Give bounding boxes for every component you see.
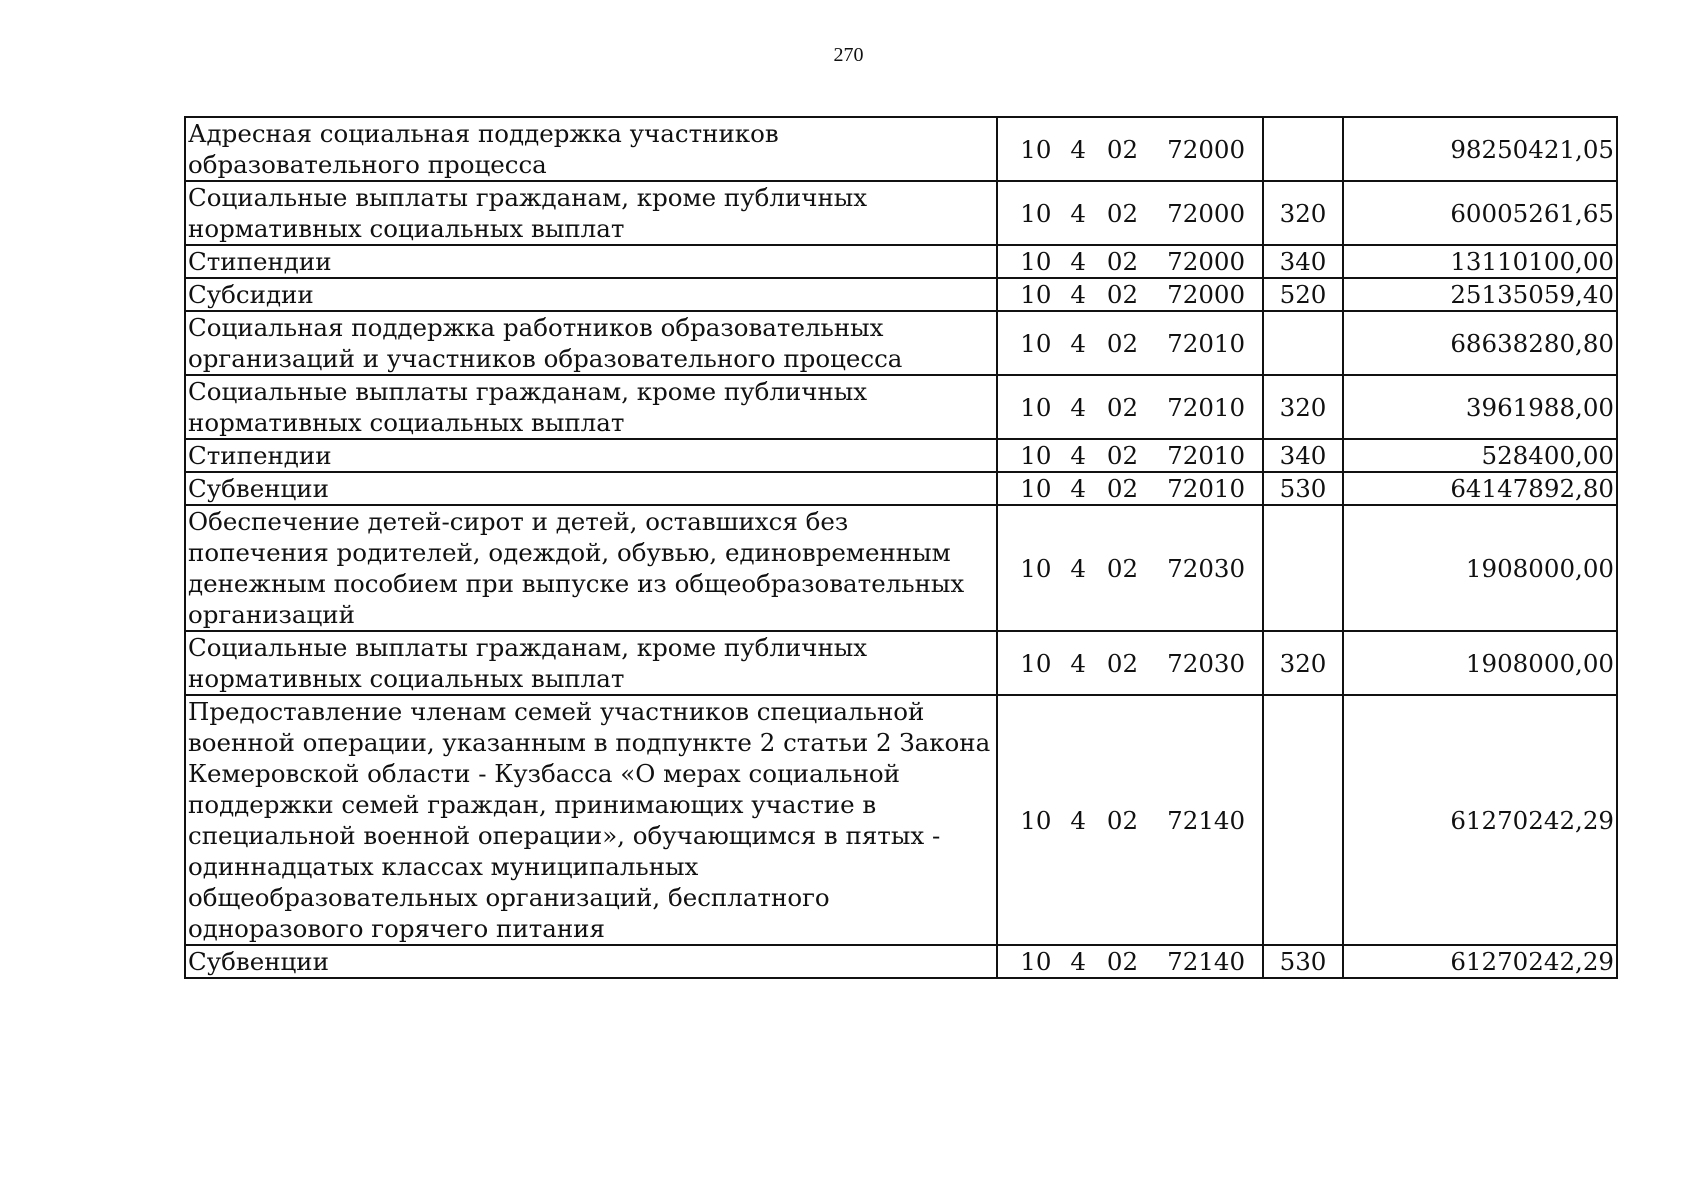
- subsection-code: 4: [1070, 134, 1086, 164]
- row-name-cell: Стипендии: [185, 439, 997, 472]
- row-name-cell: Субвенции: [185, 472, 997, 505]
- article-code: 72000: [1167, 280, 1246, 309]
- code-group: [1000, 279, 1260, 310]
- row-codes-cell: [997, 245, 1263, 278]
- program-group-code: 02: [1106, 474, 1139, 503]
- program-group-code: 02: [1106, 247, 1139, 276]
- code-group: [1000, 946, 1260, 977]
- amount-cell: 25135059,40: [1343, 278, 1617, 311]
- row-codes-cell: [997, 695, 1263, 945]
- section-code: 10: [1020, 328, 1052, 358]
- article-code: 72000: [1167, 134, 1246, 164]
- subsection-code: 4: [1070, 198, 1086, 228]
- row-name-cell: Социальная поддержка работников образовательных организаций и участников образовательного процесса: [185, 311, 997, 375]
- expense-type-code: 320: [1263, 181, 1343, 245]
- code-group: [1000, 473, 1260, 504]
- row-codes-cell: [997, 278, 1263, 311]
- budget-table: [184, 116, 1618, 979]
- article-code: 72010: [1167, 328, 1246, 358]
- table-row: [185, 472, 1617, 505]
- row-codes-cell: [997, 631, 1263, 695]
- row-codes-cell: [997, 311, 1263, 375]
- expense-type-code: [1263, 117, 1343, 181]
- article-code: 72000: [1167, 247, 1246, 276]
- amount-cell: 1908000,00: [1343, 631, 1617, 695]
- code-group: [1000, 440, 1260, 471]
- row-name-cell: Субсидии: [185, 278, 997, 311]
- subsection-code: 4: [1070, 947, 1086, 976]
- section-code: 10: [1020, 553, 1052, 583]
- subsection-code: 4: [1070, 280, 1086, 309]
- program-group-code: 02: [1106, 392, 1139, 422]
- section-code: 10: [1020, 247, 1052, 276]
- table-row: [185, 375, 1617, 439]
- article-code: 72030: [1167, 648, 1246, 678]
- subsection-code: 4: [1070, 441, 1086, 470]
- section-code: 10: [1020, 474, 1052, 503]
- table-row: [185, 117, 1617, 181]
- section-code: 10: [1020, 805, 1052, 835]
- program-group-code: 02: [1106, 648, 1139, 678]
- article-code: 72140: [1167, 805, 1246, 835]
- section-code: 10: [1020, 198, 1052, 228]
- amount-cell: 64147892,80: [1343, 472, 1617, 505]
- article-code: 72010: [1167, 474, 1246, 503]
- row-name-cell: Обеспечение детей-сирот и детей, оставшихся без попечения родителей, одеждой, обувью, единовременным денежным пособием при выпуске из общеобразовательных организаций: [185, 505, 997, 631]
- table-row: [185, 439, 1617, 472]
- expense-type-code: 520: [1263, 278, 1343, 311]
- page-number: 270: [833, 44, 864, 66]
- program-group-code: 02: [1106, 441, 1139, 470]
- expense-type-code: 320: [1263, 631, 1343, 695]
- row-codes-cell: [997, 117, 1263, 181]
- article-code: 72030: [1167, 553, 1246, 583]
- section-code: 10: [1020, 392, 1052, 422]
- expense-type-code: 340: [1263, 245, 1343, 278]
- row-codes-cell: [997, 472, 1263, 505]
- amount-cell: 61270242,29: [1343, 695, 1617, 945]
- subsection-code: 4: [1070, 328, 1086, 358]
- program-group-code: 02: [1106, 805, 1139, 835]
- row-codes-cell: [997, 181, 1263, 245]
- code-group: [1000, 134, 1260, 165]
- amount-cell: 13110100,00: [1343, 245, 1617, 278]
- subsection-code: 4: [1070, 553, 1086, 583]
- table-row: [185, 631, 1617, 695]
- table-row: [185, 245, 1617, 278]
- expense-type-code: [1263, 311, 1343, 375]
- row-codes-cell: [997, 439, 1263, 472]
- program-group-code: 02: [1106, 328, 1139, 358]
- expense-type-code: 530: [1263, 472, 1343, 505]
- amount-cell: 61270242,29: [1343, 945, 1617, 978]
- code-group: [1000, 328, 1260, 359]
- subsection-code: 4: [1070, 648, 1086, 678]
- subsection-code: 4: [1070, 247, 1086, 276]
- table-row: [185, 945, 1617, 978]
- article-code: 72000: [1167, 198, 1246, 228]
- expense-type-code: [1263, 505, 1343, 631]
- article-code: 72140: [1167, 947, 1246, 976]
- row-name-cell: Субвенции: [185, 945, 997, 978]
- code-group: [1000, 392, 1260, 423]
- article-code: 72010: [1167, 392, 1246, 422]
- amount-cell: 68638280,80: [1343, 311, 1617, 375]
- program-group-code: 02: [1106, 553, 1139, 583]
- amount-cell: 528400,00: [1343, 439, 1617, 472]
- row-name-cell: Социальные выплаты гражданам, кроме публичных нормативных социальных выплат: [185, 631, 997, 695]
- subsection-code: 4: [1070, 392, 1086, 422]
- section-code: 10: [1020, 134, 1052, 164]
- budget-table-body: [185, 117, 1617, 978]
- row-codes-cell: [997, 505, 1263, 631]
- article-code: 72010: [1167, 441, 1246, 470]
- subsection-code: 4: [1070, 805, 1086, 835]
- program-group-code: 02: [1106, 280, 1139, 309]
- subsection-code: 4: [1070, 474, 1086, 503]
- expense-type-code: 320: [1263, 375, 1343, 439]
- table-row: [185, 278, 1617, 311]
- row-name-cell: Социальные выплаты гражданам, кроме публичных нормативных социальных выплат: [185, 375, 997, 439]
- row-codes-cell: [997, 375, 1263, 439]
- section-code: 10: [1020, 441, 1052, 470]
- row-name-cell: Стипендии: [185, 245, 997, 278]
- table-row: [185, 505, 1617, 631]
- amount-cell: 98250421,05: [1343, 117, 1617, 181]
- row-name-cell: Социальные выплаты гражданам, кроме публичных нормативных социальных выплат: [185, 181, 997, 245]
- program-group-code: 02: [1106, 134, 1139, 164]
- program-group-code: 02: [1106, 198, 1139, 228]
- table-row: [185, 695, 1617, 945]
- amount-cell: 1908000,00: [1343, 505, 1617, 631]
- amount-cell: 60005261,65: [1343, 181, 1617, 245]
- row-name-cell: Адресная социальная поддержка участников образовательного процесса: [185, 117, 997, 181]
- code-group: [1000, 553, 1260, 584]
- program-group-code: 02: [1106, 947, 1139, 976]
- expense-type-code: 530: [1263, 945, 1343, 978]
- row-codes-cell: [997, 945, 1263, 978]
- table-row: [185, 311, 1617, 375]
- table-row: [185, 181, 1617, 245]
- code-group: [1000, 198, 1260, 229]
- code-group: [1000, 246, 1260, 277]
- section-code: 10: [1020, 280, 1052, 309]
- amount-cell: 3961988,00: [1343, 375, 1617, 439]
- row-name-cell: Предоставление членам семей участников специальной военной операции, указанным в подпункте 2 статьи 2 Закона Кемеровской области - Кузбасса «О мерах социальной поддержки семей граждан, принимающих участие в специальной военной операции», обучающимся в пятых - одиннадцатых классах муниципальных общеобразовательных организаций, бесплатного одноразового горячего питания: [185, 695, 997, 945]
- section-code: 10: [1020, 947, 1052, 976]
- section-code: 10: [1020, 648, 1052, 678]
- code-group: [1000, 805, 1260, 836]
- expense-type-code: 340: [1263, 439, 1343, 472]
- code-group: [1000, 648, 1260, 679]
- expense-type-code: [1263, 695, 1343, 945]
